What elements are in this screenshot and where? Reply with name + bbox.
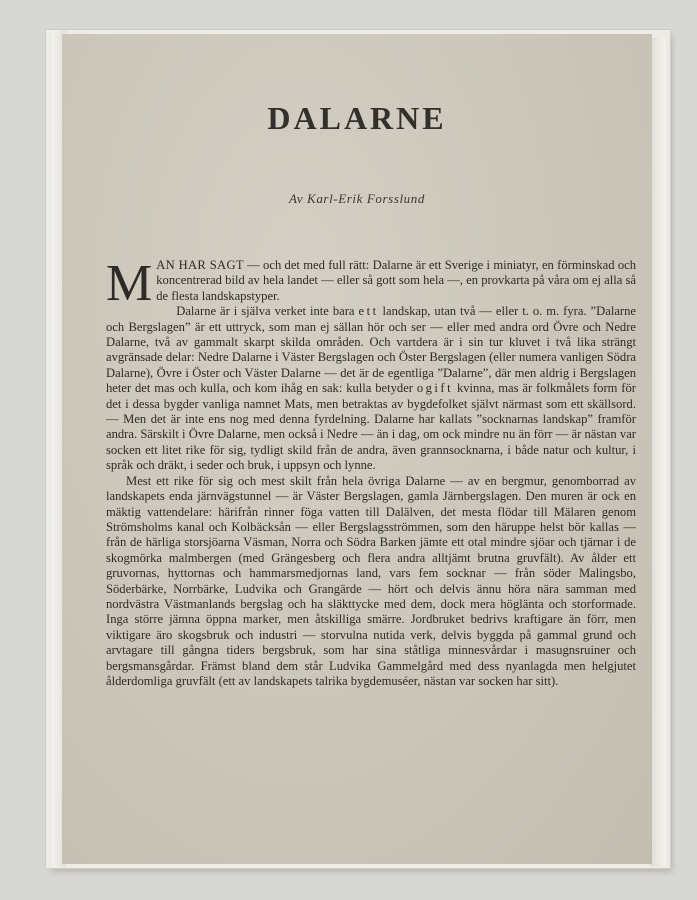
paragraph-2-text-a: Dalarne är i själva verket inte bara (176, 304, 359, 319)
intro-text: — och det med full rätt: Dalarne är ett Sverige i miniatyr, en förminskad och koncentrerad bild av hela landet — eller så gott som hela —, en provkarta på våra om ej alla så de flesta landskapstyper. (156, 258, 637, 303)
paragraph-2-text-c: kvinna, mas är folkmålets form för det i dessa bygder vanliga namnet Mats, men betraktas av bygdefolket självt närmast som ett skällsord. — Men det är inte ens nog med denna fyrdelning. Dalarne har kallats ”socknarnas landskap” framför andra. Särskilt i Övre Dalarne, men också i Nedre — än i dag, om ock mindre nu än förr — är nästan var socken ett litet rike för sig, tydligt skild från de andra, även grannsocknarna, i både natur och kultur, i språk och dräkt, i seder och bruk, i uppsyn och lynne. (106, 381, 636, 473)
page-title: DALARNE (267, 100, 447, 136)
paragraph-2 (106, 304, 636, 473)
spaced-word-ogift: ogift (416, 381, 454, 396)
lead-in-text: AN HAR SAGT (156, 258, 244, 272)
paragraph-2-text-b: landskap, utan två — eller t. o. m. fyra. ”Dalarne och Bergslagen” är ett uttryck, som man ej sällan hör och ser — eller med andra ord Övre och Nedre Dalarne, två av gammalt skarpt skilda områden. Och vartdera är i sin tur kluvet i två lika strängt avgränsade delar: Nedre Dalarne i Väster Bergslagen och Öster Bergslagen (eller numera vanligen Södra Dalarne), Övre i Öster och Väster Dalarne — det är de egentliga ”Dalarne”, där men aldrig i Bergslagen heter det mas och kulla, och kom ihåg en sak: kulla betyder (106, 304, 636, 396)
author-byline: Av Karl-Erik Forsslund (289, 191, 425, 206)
drop-cap: M (106, 255, 153, 312)
right-paper-edge (650, 38, 666, 866)
article-body (106, 255, 637, 689)
document-page (62, 34, 652, 864)
spaced-word-ett: ett (358, 304, 379, 319)
paragraph-3: Mest ett rike för sig och mest skilt från hela övriga Dalarne — av en bergmur, genomborrad av landskapets enda järnvägstunnel — är Väster Bergslagen, gamla Järnbergslagen. Den muren är ock en mäktig vattendelare: härifrån rinner föga vatten till Dalälven, det mesta flödar till Mälaren genom Strömsholms kanal och Kolbäcksån — eller Bergslagsströmmen, som den häruppe helst bör kallas — från de härliga storsjöarna Väsman, Norra och Södra Barken jämte ett otal mindre sjöar och tjärnar i de skogmörka malmbergen (med Grängesberg och flera andra alltjämt brutna gruvfält). Av ålder ett gruvornas, hyttornas och hammarsmedjornas land, vars fem socknar — från söder Malingsbo, Söderbärke, Norrbärke, Ludvika och Grangärde — hört och delvis ännu höra nära samman med nordvästra Västmanlands bergslag och ha släkttycke med dem, dock mera höglänta och storformade. Inga större jämna öppna marker, men åtskilliga smärre. Jordbruket bedrivs kraftigare än förr, men viktigare äro skogsbruk och industri — storvulna nutida verk, delvis byggda på gammal grund och arvtagare till gångna tiders bergsbruk, som har sina ståtliga minnesvårdar i masugnsruiner och bergsmansgårdar. Främst bland dem står Ludvika Gammelgård med dess nyanlagda men helgjutet ålderdomliga gruvfält (ett av landskapets talrika bygdemuséer, nästan var socken har sitt). (106, 473, 636, 688)
